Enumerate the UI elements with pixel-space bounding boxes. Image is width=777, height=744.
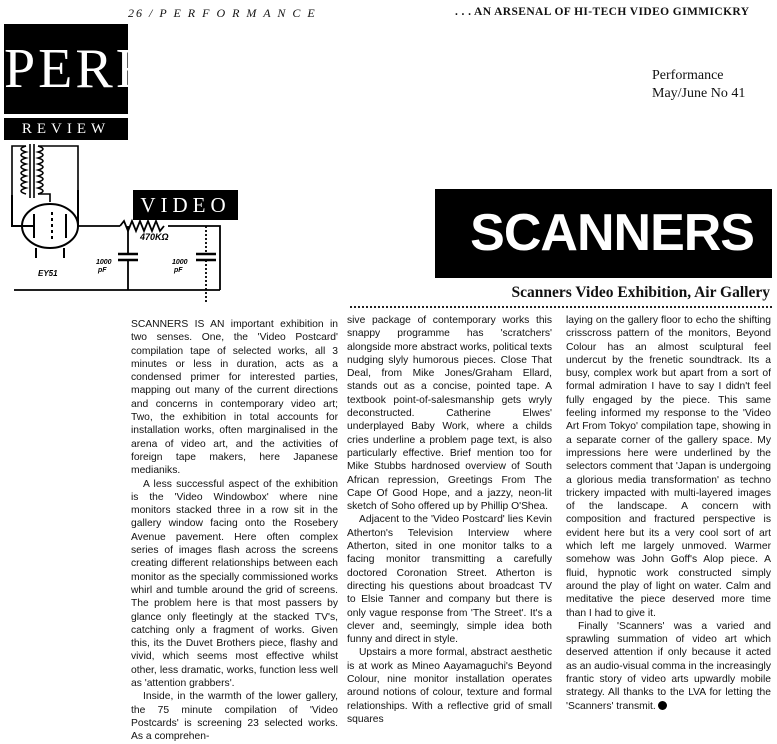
video-banner: VIDEO	[133, 190, 238, 220]
resistor-label: 470KΩ	[140, 232, 169, 242]
running-headline: . . . AN ARSENAL OF HI-TECH VIDEO GIMMICKRY	[455, 6, 750, 18]
paragraph: sive package of contemporary works this snappy programme has 'scratchers' alongside more abstract works, political texts nudging slyly humorous pieces. Close That Deal, from Mike Jones/Graham Ellard, stands out as a concise, pointed tape. A textbook point-of-salesmanship gets wryly deconstructed. Catherine Elwes' underplayed Baby Work, where a childs cries underline a problem page text, is also particularly effective. Brief mention too for Mike Stubbs hardnosed overview of South African repression, Greetings From The Cape Of Good Hope, and a jazzy, neon-lit sketch of Soho offered up by Phillip O'Shea.	[347, 315, 552, 513]
paragraph: SCANNERS IS AN important exhibition in two senses. One, the 'Video Postcard' compilation tape of selected works, all 3 minutes or less in duration, acts as a condensed primer for interested parties, mapping out many of the current directions and concerns in contemporary video art; Two, the exhibition in total accounts for installation works, often marginalised in the arena of video art, and the activities of foreign tape makers, here Japanese medianiks.	[131, 319, 338, 477]
resistor-icon	[120, 221, 164, 231]
circuit-diagram-illustration	[0, 140, 240, 312]
capacitor-label-1-unit: pF	[98, 267, 107, 274]
capacitor-label-1-value: 1000	[96, 259, 112, 266]
capacitor-icon	[118, 254, 138, 260]
capacitor-label-2-value: 1000	[172, 259, 188, 266]
page-number-section: 26 / P E R F O R M A N C E	[128, 6, 317, 20]
article-subtitle: Scanners Video Exhibition, Air Gallery	[511, 284, 770, 301]
tube-label: EY51	[38, 269, 58, 278]
article-column-3	[566, 314, 771, 712]
paragraph: A less successful aspect of the exhibition is the 'Video Windowbox' where nine monitors stacked three in a row sit in the gallery window facing onto the Rosebery Avenue pavement. Here often complex series of images flash across the screens creating different relationships between each monitor as the specially commissioned works whirl and tumble around the grid of screens. The problem here is that most passers by glance only fleetingly at the stacked TV's, catching only a fragment of works. Given this, its the Duvet Brothers piece, flashy and vivid, which seems most effective whilst other, less dramatic, works, function less well as 'attention grabbers'.	[131, 478, 338, 690]
paragraph: Inside, in the warmth of the lower gallery, the 75 minute compilation of 'Video Postcards' is screening 23 selected works. As a comprehen-	[131, 691, 338, 743]
perf-logo: PERF	[4, 24, 128, 114]
publication-issue: May/June No 41	[652, 86, 746, 101]
dotted-divider	[350, 306, 772, 308]
coil-icon	[12, 144, 78, 202]
paragraph-final	[566, 620, 771, 713]
end-mark-icon	[658, 701, 667, 710]
review-label: REVIEW	[4, 118, 128, 140]
vacuum-tube-icon	[12, 190, 78, 258]
publication-name: Performance	[652, 68, 724, 83]
article-title: SCANNERS	[435, 189, 772, 278]
capacitor-icon-2	[196, 254, 216, 260]
paragraph: laying on the gallery floor to echo the shifting crisscross pattern of the monitors, Beyond Colour has an almost sculptural feel undercut by the frenetic soundtrack. Its a busy, complex work but apart from a sort of formal admiration I have to say I didn't feel fully engaged by the piece. This same feeling informed my response to the 'Video Art From Tokyo' compilation tape, showing in a separate corner of the gallery space. My impressions here were underlined by the selectors comment that 'Japan is undergoing a glorious media transformation' as techno trickery impacted with multi-layered images of the landscape. A concern with composition and fractured perspective is evident here but its a very cool sort of art which left me largely unmoved. Warmer somehow was John Goff's Alop piece. A fluid, hypnotic work constructed simply around the play of light on water. Calm and meditative the piece deserved more time than I had to give it.	[566, 315, 771, 619]
capacitor-label-2-unit: pF	[174, 267, 183, 274]
paragraph: Upstairs a more formal, abstract aesthetic is at work as Mineo Aayamaguchi's Beyond Colour, nine monitor installation operates around notions of colour, texture and formal relationships. With a reflective grid of small squares	[347, 647, 552, 725]
paragraph: Adjacent to the 'Video Postcard' lies Kevin Atherton's Television Interview where Atherton, sited in one monitor talks to a facing monitor transmitting a carefully doctored Coronation Street. Atherton is directing his questions about broadcast TV to Elsie Tanner and company but there is only vague response from 'The Street'. It's a clever and, seemingly, simple idea both funny and direct in style.	[347, 514, 552, 646]
paragraph-final-text: Finally 'Scanners' was a varied and sprawling summation of video art which deserved attention if only because it acted as an audio-visual comma in the increasingly frantic story of video arts upwardly mobile strategy. All thanks to the LVA for letting the 'Scanners' transmit.	[566, 620, 771, 712]
article-column-2	[347, 314, 552, 725]
article-column-1	[131, 318, 338, 743]
